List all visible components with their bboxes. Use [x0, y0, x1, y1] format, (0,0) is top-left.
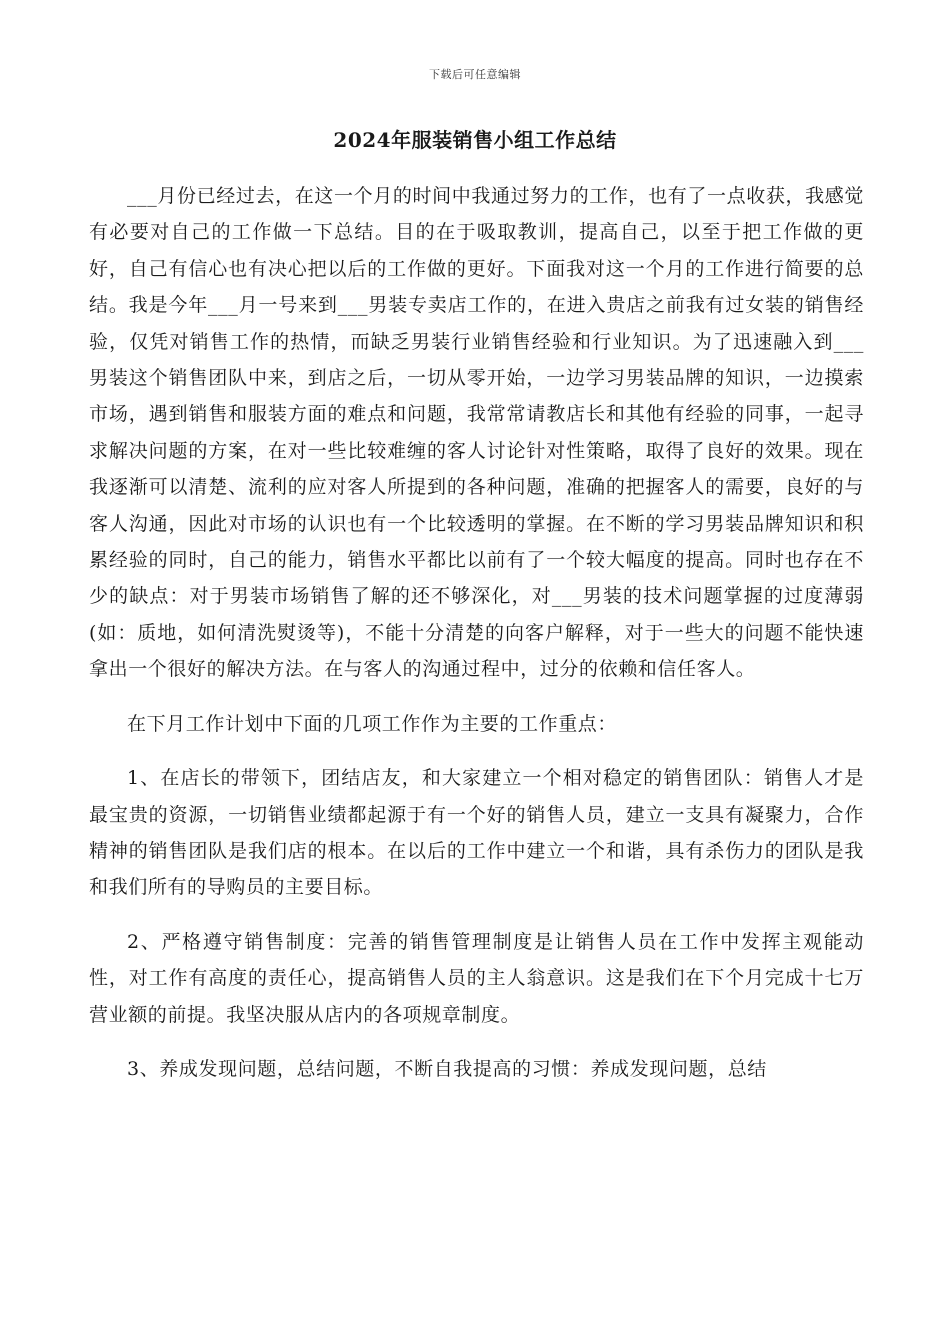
document-body	[89, 178, 864, 1087]
paragraph-summary: ___月份已经过去，在这一个月的时间中我通过努力的工作，也有了一点收获，我感觉有必要对自己的工作做一下总结。目的在于吸取教训，提高自己，以至于把工作做的更好，自己有信心也有决心把以后的工作做的更好。下面我对这一个月的工作进行简要的总结。我是今年___月一号来到___男装专卖店工作的，在进入贵店之前我有过女装的销售经验，仅凭对销售工作的热情，而缺乏男装行业销售经验和行业知识。为了迅速融入到___男装这个销售团队中来，到店之后，一切从零开始，一边学习男装品牌的知识，一边摸索市场，遇到销售和服装方面的难点和问题，我常常请教店长和其他有经验的同事，一起寻求解决问题的方案，在对一些比较难缠的客人讨论针对性策略，取得了良好的效果。现在我逐渐可以清楚、流利的应对客人所提到的各种问题，准确的把握客人的需要，良好的与客人沟通，因此对市场的认识也有一个比较透明的掌握。在不断的学习男装品牌知识和积累经验的同时，自己的能力，销售水平都比以前有了一个较大幅度的提高。同时也存在不少的缺点：对于男装市场销售了解的还不够深化，对___男装的技术问题掌握的过度薄弱(如：质地，如何清洗熨烫等)，不能十分清楚的向客户解释，对于一些大的问题不能快速拿出一个很好的解决方法。在与客人的沟通过程中，过分的依赖和信任客人。	[89, 185, 864, 681]
paragraph-item-1: 1、在店长的带领下，团结店友，和大家建立一个相对稳定的销售团队：销售人才是最宝贵的资源，一切销售业绩都起源于有一个好的销售人员，建立一支具有凝聚力，合作精神的销售团队是我们店的根本。在以后的工作中建立一个和谐，具有杀伤力的团队是我和我们所有的导购员的主要目标。	[89, 767, 864, 899]
header-note: 下载后可任意编辑	[429, 68, 521, 81]
paragraph-item-3: 3、养成发现问题，总结问题，不断自我提高的习惯：养成发现问题，总结	[127, 1057, 767, 1080]
paragraph-plan-intro: 在下月工作计划中下面的几项工作作为主要的工作重点：	[127, 712, 618, 735]
document-title: 2024年服装销售小组工作总结	[333, 128, 617, 152]
paragraph-item-2: 2、严格遵守销售制度：完善的销售管理制度是让销售人员在工作中发挥主观能动性，对工作有高度的责任心，提高销售人员的主人翁意识。这是我们在下个月完成十七万营业额的前提。我坚决服从店内的各项规章制度。	[89, 930, 864, 1026]
